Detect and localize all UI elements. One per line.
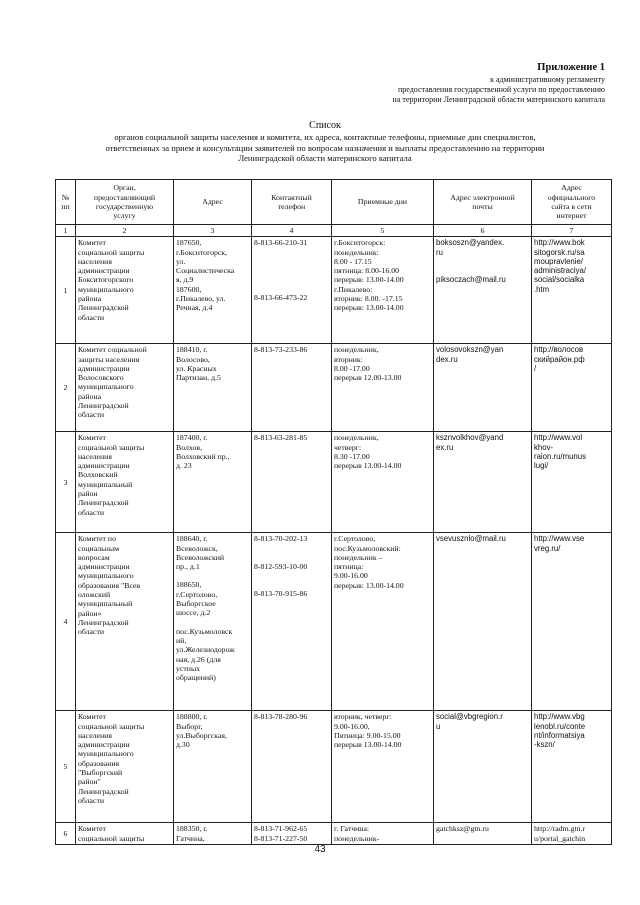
row-number: 6 (56, 823, 76, 845)
cell-line: 8.00 - 17.15 (334, 256, 372, 266)
cell-line: Ленинградской (78, 617, 129, 627)
cell-line: интернет (556, 211, 587, 221)
cell-line (254, 544, 329, 553)
table-row (56, 344, 612, 432)
cell-line: Бокситогорского (78, 275, 134, 285)
cell-line: муниципального (78, 382, 134, 392)
cell-line: образования "Всев (78, 580, 141, 590)
cell-line: moupravlenie/ (534, 256, 583, 266)
column-number: 7 (532, 225, 612, 237)
cell-line: Ленинградской (78, 401, 129, 411)
cell-line: 187400, г. (176, 433, 208, 443)
appendix-line: к административному регламенту (490, 75, 605, 84)
title-word: Список (309, 120, 341, 131)
days-cell (332, 711, 434, 823)
cell-line: услугу (113, 211, 136, 221)
header-days (332, 180, 434, 225)
site-cell[interactable] (532, 432, 612, 533)
cell-line: Адрес (202, 197, 223, 207)
cell-line: Комитет по (78, 534, 116, 544)
cell-line: 8-813-78-280-96 (254, 712, 308, 722)
cell-line: области (78, 627, 105, 637)
cell-line: 8-813-73-233-86 (254, 345, 308, 355)
days-cell (332, 533, 434, 711)
cell-line: http://www.bok (534, 238, 585, 248)
cell-line (176, 618, 249, 627)
site-cell[interactable] (532, 711, 612, 823)
column-number: 6 (434, 225, 532, 237)
column-number: 3 (174, 225, 252, 237)
cell-line: четверг: (334, 442, 362, 452)
cell-line: 8-813-66-473-22 (254, 292, 308, 302)
site-cell[interactable] (532, 344, 612, 432)
cell-line: / (534, 363, 537, 373)
site-cell[interactable] (532, 237, 612, 344)
cell-line (254, 580, 329, 589)
cell-line: u/portal_gatchin (534, 833, 586, 843)
header-organ (76, 180, 174, 225)
cell-line: г.Пикалево, ул. (176, 294, 226, 304)
row-number: 5 (56, 711, 76, 823)
cell-line: пос.Кузьмоловский: (334, 543, 401, 553)
cell-line: 188650, (176, 580, 202, 590)
cell-line: № (61, 192, 70, 202)
cell-line: муниципального (78, 749, 134, 759)
cell-line: ул.Железнодорож (176, 645, 235, 655)
title-line-2-tail: предоставлению на территории (426, 142, 545, 153)
cell-line: района (78, 391, 102, 401)
cell-line: http://www.vse (534, 534, 585, 544)
cell-line: социальной защиты (78, 721, 145, 731)
cell-line: Комитет (78, 712, 106, 722)
cell-line: понедельник, (334, 345, 379, 355)
address-cell (174, 344, 252, 432)
cell-line: области (78, 410, 105, 420)
cell-line: .htm (534, 284, 550, 294)
cell-line: муниципального (78, 284, 134, 294)
cell-line: Пятница: 9.00-15.00 (334, 730, 401, 740)
cell-line: обращений) (176, 673, 216, 683)
cell-line: вопросам (78, 552, 110, 562)
site-cell[interactable] (532, 823, 612, 845)
cell-line: район» (78, 608, 102, 618)
header-site (532, 180, 612, 225)
cell-line: Волосово, (176, 354, 210, 364)
cell-line: 188350, г. (176, 824, 208, 834)
organs-table (55, 179, 612, 845)
cell-line: пп (61, 202, 70, 211)
cell-line: Адрес электронной (450, 192, 515, 202)
cell-line (254, 257, 329, 266)
cell-line: понедельник- (334, 833, 380, 843)
cell-line: администрации (78, 363, 130, 373)
title-line-3: Ленинградской области материнского капитала (238, 153, 412, 163)
title-line-2-main: ответственных за прием и консультации заявителей по вопросам назначения и выплаты (105, 142, 427, 153)
organ-cell (76, 533, 174, 711)
cell-line: области (78, 312, 105, 322)
cell-line: Комитет (78, 238, 106, 248)
table-row (56, 823, 612, 845)
row-number: 4 (56, 533, 76, 711)
cell-line: social@vbgregion.r (436, 712, 503, 722)
cell-line: http://волосов (534, 345, 584, 355)
cell-line: г.Пикалево: (334, 284, 373, 294)
email-cell[interactable] (434, 432, 532, 533)
cell-line: lenobl.ru/conte (534, 721, 586, 731)
cell-line: 188640, г. (176, 534, 208, 544)
cell-line: ул.Выборгская, (176, 730, 227, 740)
cell-line: -kszn/ (534, 740, 555, 750)
cell-line: д.30 (176, 740, 190, 750)
cell-line: сайта в сети (551, 202, 592, 211)
cell-line: официального (547, 192, 596, 202)
cell-line: Речная, д.4 (176, 303, 213, 313)
days-cell (332, 344, 434, 432)
page-number: 43 (314, 844, 326, 855)
table-header-row (56, 180, 612, 225)
organ-cell (76, 432, 174, 533)
cell-line: raion.ru/munus (534, 451, 587, 461)
row-number: 3 (56, 432, 76, 533)
cell-line: nt/informatsiya (534, 730, 585, 740)
cell-line: 187600, (176, 284, 202, 294)
cell-line (176, 571, 249, 580)
cell-line: 8.00 -17.00 (334, 363, 370, 373)
title-line-1: органов социальной защиты населения и комитета, их адреса, контактные телефоны, приемные дни специалистов, (114, 132, 536, 142)
email-cell[interactable] (434, 344, 532, 432)
cell-line: Контактный (271, 192, 312, 202)
cell-line: Партизан, д.5 (176, 373, 221, 383)
title-line-2 (40, 143, 610, 154)
cell-line: sitogorsk.ru/sa (534, 247, 585, 257)
cell-line: населения (78, 451, 112, 461)
days-cell (332, 432, 434, 533)
cell-line: Всеволожск, (176, 543, 218, 553)
organ-cell (76, 823, 174, 845)
organ-cell (76, 344, 174, 432)
cell-line: ная, д.26 (для (176, 654, 221, 664)
cell-line: ru (436, 247, 443, 257)
cell-line: администрации (78, 562, 130, 572)
cell-line: г.Бокситогорск: (334, 238, 386, 248)
cell-line (254, 571, 329, 580)
cell-line: администрации (78, 461, 130, 471)
cell-line: г.Бокситогорск, (176, 247, 228, 257)
cell-line: ksznvolkhov@yand (436, 433, 504, 443)
cell-line: предоставляющий (93, 192, 156, 202)
cell-line: piksoczach@mail.ru (436, 274, 506, 284)
cell-line: района (78, 294, 102, 304)
cell-line: Приемные дни (357, 197, 408, 207)
column-number: 4 (252, 225, 332, 237)
cell-line: перерыв 13.00-14.00 (334, 740, 402, 750)
cell-line: Адрес (561, 183, 582, 193)
cell-line: телефон (277, 202, 306, 211)
column-number: 5 (332, 225, 434, 237)
cell-line: Волховский (78, 470, 118, 480)
organ-cell (76, 237, 174, 344)
cell-line: 8-813-66-210-31 (254, 238, 308, 248)
cell-line: dex.ru (436, 354, 458, 364)
cell-line: Ленинградской (78, 498, 129, 508)
cell-line: Всеволожский (176, 552, 225, 562)
cell-line: социальным (78, 543, 120, 553)
cell-line: 8-812-593-10-00 (254, 561, 308, 571)
email-cell[interactable] (434, 823, 532, 845)
cell-line: 9.00-16.00 (334, 571, 368, 581)
cell-line: 9.00-16.00, (334, 721, 370, 731)
cell-line: Волосовского (78, 373, 124, 383)
cell-line: 188410, г. (176, 345, 208, 355)
cell-line: социальной защиты (78, 833, 145, 843)
cell-line (254, 266, 329, 275)
appendix-title: Приложение 1 (537, 62, 605, 73)
row-number: 2 (56, 344, 76, 432)
cell-line: Комитет (78, 824, 106, 834)
cell-line: 187650, (176, 238, 202, 248)
cell-line: http://radm.gtn.r (534, 824, 586, 834)
cell-line: ий, (176, 635, 187, 645)
cell-line: вторник, четверг: (334, 712, 392, 722)
cell-line: населения (78, 730, 112, 740)
cell-line: ул. Красных (176, 363, 217, 373)
cell-line: администрации (78, 266, 130, 276)
cell-line: области (78, 507, 105, 517)
table-row (56, 533, 612, 711)
cell-line: u (436, 721, 441, 731)
cell-line: почты (472, 202, 493, 211)
cell-line: населения (78, 256, 112, 266)
cell-line: район (78, 489, 98, 499)
cell-line: 8-813-71-227-50 (254, 833, 308, 843)
appendix-line: на территории Ленинградской области материнского капитала (392, 95, 605, 104)
cell-line: Выборгское (176, 599, 216, 609)
cell-line: Выборг, (176, 721, 203, 731)
table-row (56, 237, 612, 344)
cell-line: "Выборгский (78, 768, 123, 778)
cell-line: шоссе, д.2 (176, 608, 211, 618)
cell-line: перерыв: 13.00-14.00 (334, 580, 404, 590)
table-row (56, 432, 612, 533)
days-cell (332, 237, 434, 344)
cell-line: район" (78, 777, 101, 787)
cell-line: vreg.ru/ (534, 543, 561, 553)
cell-line: д. 23 (176, 461, 192, 471)
phone-cell (252, 344, 332, 432)
cell-line (254, 248, 329, 257)
cell-line (436, 266, 529, 275)
cell-line: http://www.vbg (534, 712, 585, 722)
cell-line: 8-813-70-915-86 (254, 588, 308, 598)
cell-line: пр., д.1 (176, 562, 200, 572)
email-cell[interactable] (434, 711, 532, 823)
phone-cell (252, 432, 332, 533)
cell-line: понедельник, (334, 433, 379, 443)
cell-line (254, 553, 329, 562)
cell-line: социальной защиты (78, 442, 145, 452)
cell-line (436, 257, 529, 266)
cell-line: устных (176, 663, 201, 673)
column-number: 1 (56, 225, 76, 237)
cell-line: скийрайон.рф (534, 354, 585, 364)
cell-line: volosovokszn@yan (436, 345, 504, 355)
cell-line: социальной защиты (78, 247, 145, 257)
cell-line: перерыв: 13.00-14.00 (334, 275, 404, 285)
cell-line: Комитет социальной (78, 345, 147, 355)
cell-line: social/socialka (534, 275, 585, 285)
cell-line: я, д.9 (176, 275, 194, 285)
appendix-header (275, 62, 605, 105)
cell-line: муниципального (78, 571, 134, 581)
phone-cell (252, 533, 332, 711)
cell-line: Ленинградской (78, 786, 129, 796)
phone-cell (252, 823, 332, 845)
cell-line: 188800, г. (176, 712, 208, 722)
cell-line: Комитет (78, 433, 106, 443)
cell-line (254, 284, 329, 293)
phone-cell (252, 237, 332, 344)
cell-line: г. Гатчина: (334, 824, 370, 834)
header-phone (252, 180, 332, 225)
cell-line: понедельник: (334, 247, 379, 257)
column-number: 2 (76, 225, 174, 237)
cell-line: 8-813-71-962-65 (254, 824, 308, 834)
cell-line: vsevusznlo@mail.ru (436, 534, 506, 544)
cell-line: Социалистическа (176, 266, 235, 276)
organ-cell (76, 711, 174, 823)
cell-line: khov- (534, 442, 554, 452)
cell-line: Ленинградской (78, 303, 129, 313)
cell-line: пос.Кузьмоловск (176, 626, 233, 636)
cell-line: перерыв: 13.00-14.00 (334, 303, 404, 313)
cell-line: пятница: (334, 562, 364, 572)
column-number-row (56, 225, 612, 237)
cell-line: Орган, (113, 183, 136, 193)
header-address (174, 180, 252, 225)
cell-line: lugi/ (534, 461, 549, 471)
address-cell (174, 823, 252, 845)
cell-line: перерыв 13.00-14.00 (334, 461, 402, 471)
header-email (434, 180, 532, 225)
email-cell[interactable] (434, 533, 532, 711)
phone-cell (252, 711, 332, 823)
address-cell (174, 711, 252, 823)
cell-line (254, 275, 329, 284)
cell-line: г.Сертолово, (176, 589, 218, 599)
cell-line: муниципальный (78, 479, 133, 489)
cell-line: 8-813-70-202-13 (254, 534, 308, 544)
document-title (40, 120, 610, 164)
cell-line: государственную (95, 202, 154, 211)
cell-line: защиты населения (78, 354, 140, 364)
cell-line: http://www.vol (534, 433, 583, 443)
header-num (56, 180, 76, 225)
cell-line: gatchksz@gtn.ru (436, 824, 489, 834)
cell-line: пятница: 8.00-16.00 (334, 266, 400, 276)
table-row (56, 711, 612, 823)
cell-line: понедельник – (334, 552, 383, 562)
days-cell (332, 823, 434, 845)
cell-line: ул. (176, 256, 186, 266)
address-cell (174, 533, 252, 711)
cell-line: boksoszn@yandex. (436, 238, 505, 248)
cell-line: оложский (78, 590, 111, 600)
cell-line: 8.30 -17.00 (334, 451, 370, 461)
cell-line: ex.ru (436, 442, 454, 452)
email-cell[interactable] (434, 237, 532, 344)
cell-line: Гатчина, (176, 833, 205, 843)
cell-line: области (78, 795, 105, 805)
cell-line: г.Сертолово, (334, 534, 376, 544)
site-cell[interactable] (532, 533, 612, 711)
appendix-line: предоставления государственной услуги по предоставлению (398, 85, 605, 94)
address-cell (174, 237, 252, 344)
cell-line: вторник: 8.00. -17.15 (334, 294, 403, 304)
cell-line: Волхов, (176, 442, 203, 452)
cell-line: администрации (78, 740, 130, 750)
address-cell (174, 432, 252, 533)
cell-line: вторник: (334, 354, 363, 364)
cell-line: перерыв 12.00-13.00 (334, 373, 402, 383)
row-number: 1 (56, 237, 76, 344)
cell-line: 8-813-63-281-85 (254, 433, 308, 443)
cell-line: муниципальный (78, 599, 133, 609)
cell-line: Волховский пр., (176, 451, 230, 461)
cell-line: образования (78, 758, 120, 768)
cell-line: administraciya/ (534, 266, 586, 276)
